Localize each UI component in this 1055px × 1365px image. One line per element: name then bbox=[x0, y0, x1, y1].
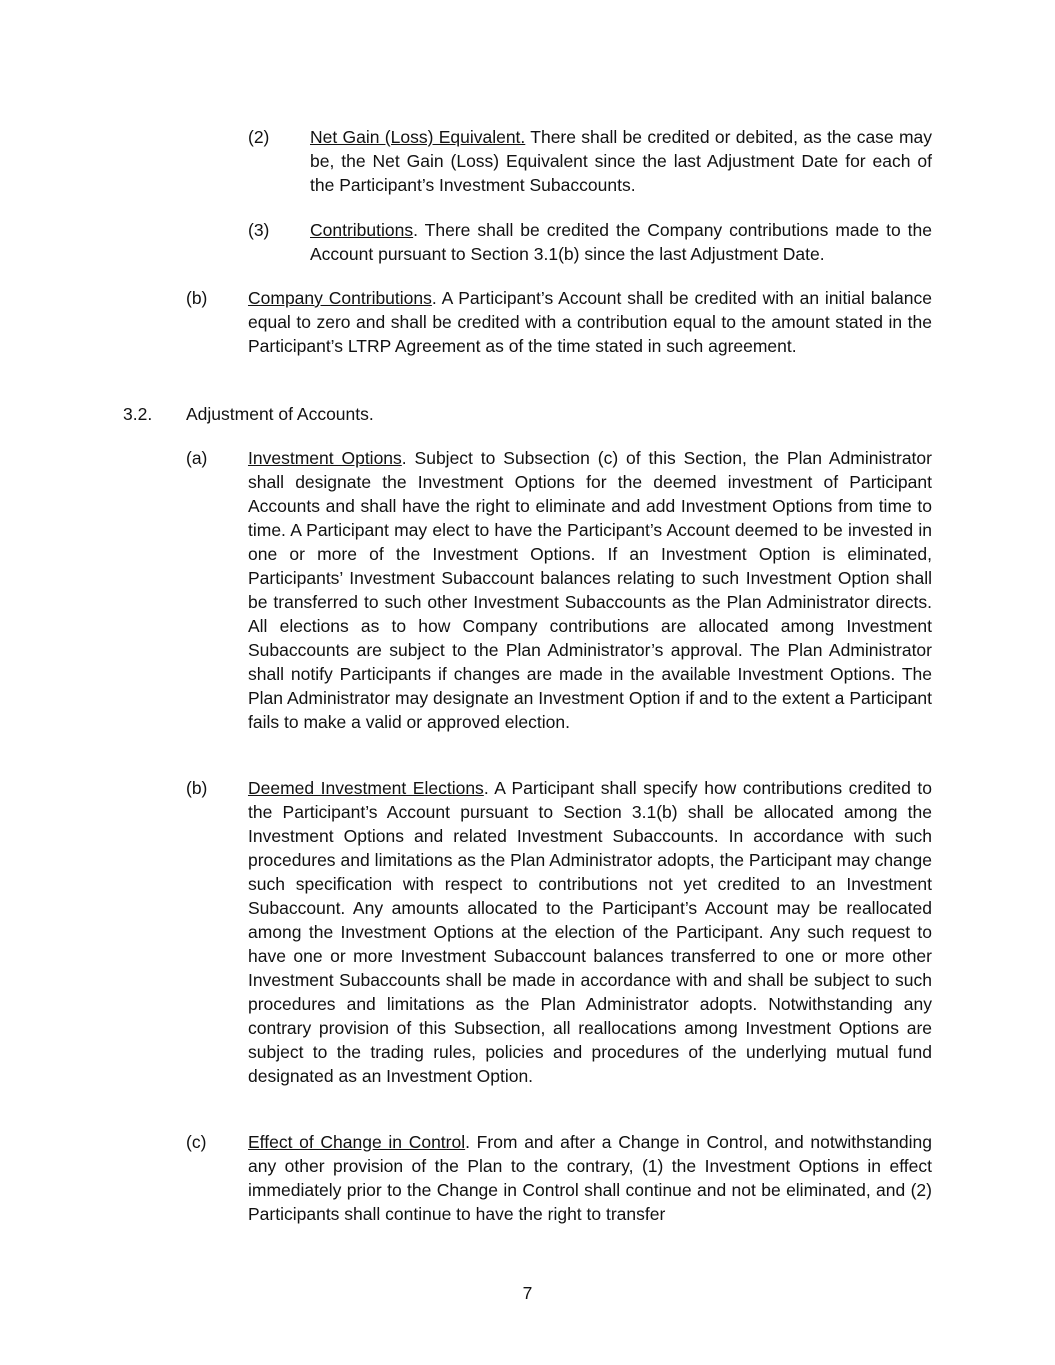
paragraph-body bbox=[248, 1130, 932, 1226]
paragraph-text: . A Participant shall specify how contributions credited to the Participant’s Account pursuant to Section 3.1(b) shall be allocated among the Investment Options and related Investment Subaccounts. In accordance with such procedures and limitations as the Plan Administrator adopts, the Participant may change such specification with respect to contributions not yet credited to an Investment Subaccount. Any amounts allocated to the Participant’s Account may be reallocated among the Investment Options at the election of the Participant. Any such request to have one or more Investment Subaccount balances transferred to one or more other Investment Subaccounts shall be made in accordance with and shall be subject to such procedures and limitations as the Plan Administrator adopts. Notwithstanding any contrary provision of this Subsection, all reallocations among Investment Options are subject to the trading rules, policies and procedures of the underlying mutual fund designated as an Investment Option. bbox=[248, 778, 932, 1086]
paragraph-text: . There shall be credited the Company contributions made to the Account pursuant to Section 3.1(b) since the last Adjustment Date. bbox=[310, 220, 932, 264]
paragraph-body bbox=[248, 776, 932, 1088]
paragraph-number: (a) bbox=[186, 448, 208, 468]
paragraph-heading: Deemed Investment Elections bbox=[248, 778, 484, 798]
paragraph-text: There shall be credited or debited, as the case may be, the Net Gain (Loss) Equivalent since the last Adjustment Date for each of the Participant’s Investment Subaccounts. bbox=[310, 127, 933, 195]
paragraph-heading: Contributions bbox=[310, 220, 414, 240]
paragraph-body bbox=[310, 125, 932, 197]
paragraph-body bbox=[248, 446, 932, 734]
paragraph-text: . From and after a Change in Control, and notwithstanding any other provision of the Plan to the contrary, (1) the Investment Options in effect immediately prior to the Change in Control shall continue and not be eliminated, and (2) Participants shall continue to have the right to transfer bbox=[248, 1132, 932, 1224]
paragraph-body bbox=[310, 218, 932, 266]
paragraph-text: . A Participant’s Account shall be credited with an initial balance equal to zero and shall be credited with a contribution equal to the amount stated in the Participant’s LTRP Agreement as of the time stated in such agreement. bbox=[248, 288, 932, 356]
paragraph-heading: Effect of Change in Control bbox=[248, 1132, 466, 1152]
section-number: 3.2. bbox=[123, 404, 153, 424]
section-title: Adjustment of Accounts. bbox=[186, 404, 374, 424]
paragraph-number: (3) bbox=[248, 220, 270, 240]
paragraph-heading: Net Gain (Loss) Equivalent. bbox=[310, 127, 526, 147]
paragraph-number: (c) bbox=[186, 1132, 207, 1152]
paragraph-heading: Investment Options bbox=[248, 448, 402, 468]
paragraph-number: (2) bbox=[248, 127, 270, 147]
page-number: 7 bbox=[522, 1283, 533, 1303]
paragraph-number: (b) bbox=[186, 288, 208, 308]
paragraph-text: . Subject to Subsection (c) of this Section, the Plan Administrator shall designate the Investment Options for the deemed investment of Participant Accounts and shall have the right to eliminate and add Investment Options from time to time. A Participant may elect to have the Participant’s Account deemed to be invested in one or more of the Investment Options. If an Investment Option is eliminated, Participants’ Investment Subaccount balances relating to such Investment Option shall be transferred to such other Investment Subaccounts as the Plan Administrator directs. All elections as to how Company contributions are allocated among Investment Subaccounts are subject to the Plan Administrator’s approval. The Plan Administrator shall notify Participants if changes are made in the available Investment Options. The Plan Administrator may designate an Investment Option if and to the extent a Participant fails to make a valid or approved election. bbox=[248, 448, 932, 732]
paragraph-body bbox=[248, 286, 932, 358]
paragraph-number: (b) bbox=[186, 778, 208, 798]
paragraph-heading: Company Contributions bbox=[248, 288, 432, 308]
